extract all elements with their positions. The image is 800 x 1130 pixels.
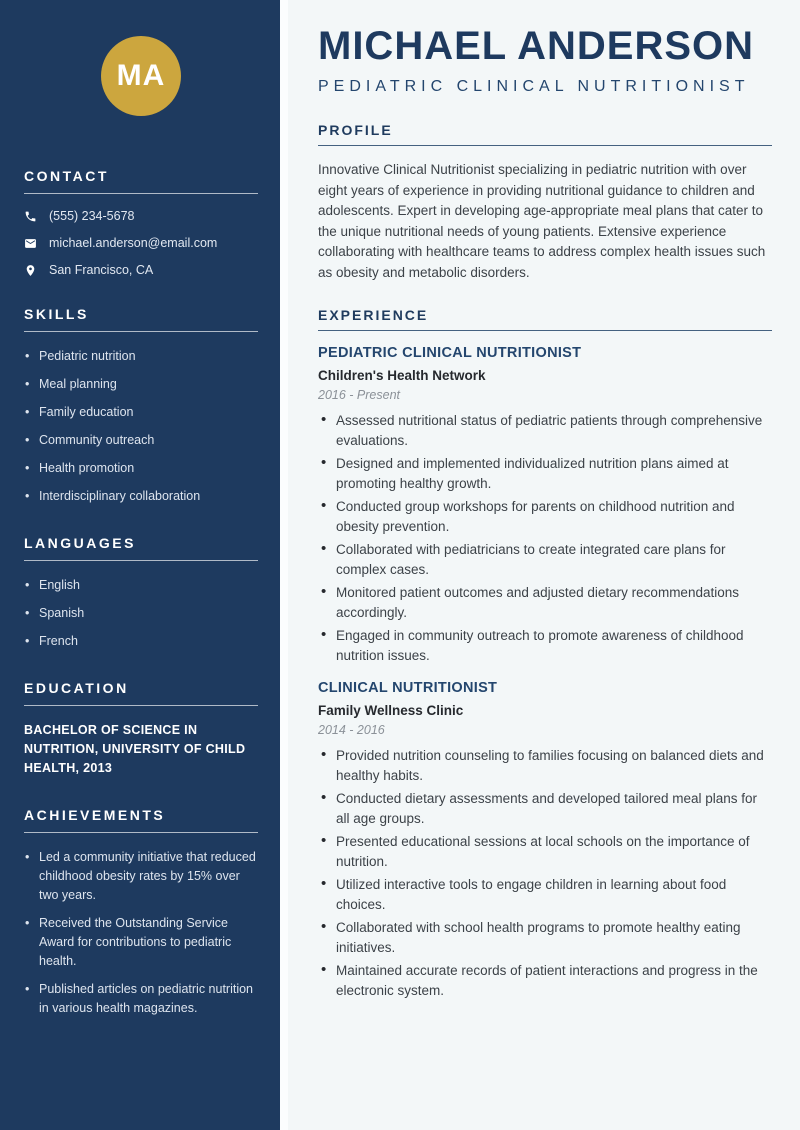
location-value: San Francisco, CA (49, 263, 154, 277)
section-divider (24, 331, 258, 332)
achievements-heading: ACHIEVEMENTS (24, 807, 166, 823)
phone-value: (555) 234-5678 (49, 209, 135, 223)
email-value: michael.anderson@email.com (49, 236, 218, 250)
education-section (24, 680, 258, 778)
contact-heading: CONTACT (24, 168, 109, 184)
candidate-name: MICHAEL ANDERSON (318, 24, 755, 68)
candidate-title: PEDIATRIC CLINICAL NUTRITIONIST (318, 78, 750, 95)
avatar (101, 36, 181, 116)
section-divider (24, 560, 258, 561)
section-divider (24, 705, 258, 706)
profile-heading: PROFILE (318, 122, 393, 138)
job-bullet: • Provided nutrition counseling to families focusing on balanced diets and healthy habits. (318, 746, 772, 786)
phone-icon (24, 210, 37, 223)
job-dates: 2014 - 2016 (318, 723, 385, 737)
languages-list (24, 576, 258, 651)
sidebar (0, 0, 280, 1130)
job-title: CLINICAL NUTRITIONIST (318, 680, 498, 696)
skill-item: • Pediatric nutrition (24, 347, 258, 366)
achievements-section (24, 807, 258, 1018)
job-bullet: • Engaged in community outreach to promote awareness of childhood nutrition issues. (318, 626, 772, 666)
experience-heading: EXPERIENCE (318, 307, 429, 323)
job-entry (318, 345, 772, 666)
job-entry (318, 680, 772, 1001)
job-company: Family Wellness Clinic (318, 703, 464, 718)
skill-item: • Family education (24, 403, 258, 422)
achievements-list (24, 848, 258, 1018)
job-bullet: • Collaborated with school health programs to promote healthy eating initiatives. (318, 918, 772, 958)
skills-section (24, 306, 258, 506)
languages-heading: LANGUAGES (24, 535, 136, 551)
job-bullet-list (318, 746, 772, 1001)
avatar-initials: MA (116, 59, 166, 92)
section-divider (24, 193, 258, 194)
skill-item: • Interdisciplinary collaboration (24, 487, 258, 506)
contact-row-email (24, 236, 258, 250)
job-bullet: • Designed and implemented individualized nutrition plans aimed at promoting healthy growth. (318, 454, 772, 494)
section-divider (318, 330, 772, 331)
section-divider (24, 832, 258, 833)
job-bullet: • Assessed nutritional status of pediatric patients through comprehensive evaluations. (318, 411, 772, 451)
job-bullet: • Utilized interactive tools to engage children in learning about food choices. (318, 875, 772, 915)
education-heading: EDUCATION (24, 680, 129, 696)
skill-item: • Meal planning (24, 375, 258, 394)
job-bullet: • Conducted dietary assessments and developed tailored meal plans for all age groups. (318, 789, 772, 829)
skill-item: • Health promotion (24, 459, 258, 478)
language-item: • English (24, 576, 258, 595)
job-title: PEDIATRIC CLINICAL NUTRITIONIST (318, 345, 582, 361)
profile-text: Innovative Clinical Nutritionist specializing in pediatric nutrition with over eight years of experience in providing nutritional guidance to children and adolescents. Expert in developing age-appropriate meal plans that cater to the unique nutritional needs of young patients. Extensive experience collaborating with healthcare teams to address complex health issues such as obesity and metabolic disorders. (318, 162, 766, 280)
job-dates: 2016 - Present (318, 388, 400, 402)
skill-item: • Community outreach (24, 431, 258, 450)
job-bullet: • Collaborated with pediatricians to create integrated care plans for complex cases. (318, 540, 772, 580)
job-bullet: • Monitored patient outcomes and adjusted dietary recommendations accordingly. (318, 583, 772, 623)
skills-heading: SKILLS (24, 306, 89, 322)
job-bullet-list (318, 411, 772, 666)
main-content (280, 0, 800, 1130)
job-bullet: • Maintained accurate records of patient interactions and progress in the electronic system. (318, 961, 772, 1001)
achievement-item: • Received the Outstanding Service Award for contributions to pediatric health. (24, 914, 258, 971)
email-icon (24, 237, 37, 250)
experience-section (318, 307, 772, 1001)
skills-list (24, 347, 258, 506)
contact-row-location (24, 263, 258, 277)
degree-text: BACHELOR OF SCIENCE IN NUTRITION, UNIVERSITY OF CHILD HEALTH, 2013 (24, 723, 246, 775)
contact-section (24, 168, 258, 277)
achievement-item: • Published articles on pediatric nutrition in various health magazines. (24, 980, 258, 1018)
job-company: Children's Health Network (318, 368, 486, 383)
language-item: • French (24, 632, 258, 651)
section-divider (318, 145, 772, 146)
location-icon (24, 264, 37, 277)
language-item: • Spanish (24, 604, 258, 623)
job-bullet: • Presented educational sessions at local schools on the importance of nutrition. (318, 832, 772, 872)
achievement-item: • Led a community initiative that reduced childhood obesity rates by 15% over two years. (24, 848, 258, 905)
job-bullet: • Conducted group workshops for parents on childhood nutrition and obesity prevention. (318, 497, 772, 537)
languages-section (24, 535, 258, 651)
contact-row-phone (24, 209, 258, 223)
profile-section (318, 122, 772, 283)
